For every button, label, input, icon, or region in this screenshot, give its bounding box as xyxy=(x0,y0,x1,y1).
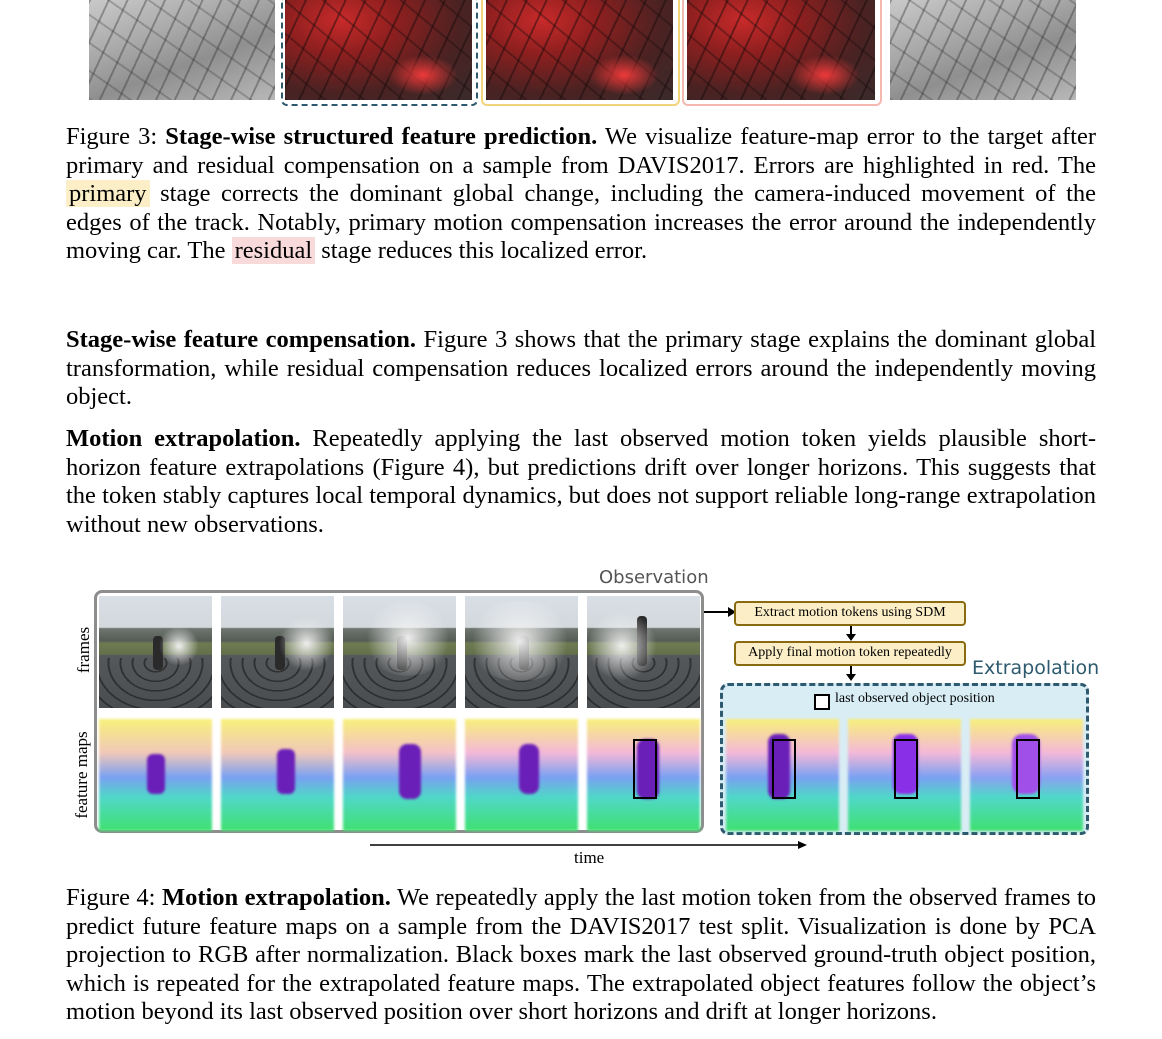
residual-highlight: residual xyxy=(232,237,316,264)
frames-row-label: frames xyxy=(74,626,93,674)
feature-map-2 xyxy=(221,719,334,831)
figure-4-title: Motion extrapolation. xyxy=(161,884,391,911)
object-box-observed xyxy=(633,739,657,799)
legend-box-icon xyxy=(814,694,830,710)
feature-maps-row-label: feature maps xyxy=(72,731,91,819)
object-box-extrapolated-2 xyxy=(894,739,918,799)
frame-image-1 xyxy=(99,596,212,708)
input-frame-border xyxy=(281,0,478,106)
frame-image-2 xyxy=(221,596,334,708)
primary-stage-border xyxy=(481,0,680,106)
feature-map-1 xyxy=(99,719,212,831)
figure-3-text-2: stage corrects the dominant global change, including the camera-induced movement of the edges of the track. Notably, primary motion compensation increases the error around the independently moving car. The xyxy=(66,180,1096,265)
primary-highlight: primary xyxy=(66,180,150,207)
figure-4-text: We repeatedly apply the last motion token from the observed frames to predict future feature maps on a sample from the DAVIS2017 test split. Visualization is done by PCA projection to RGB after normalization. Black boxes mark the last observed ground-truth object position, which is repeated for the extrapolated feature maps. The extrapolated object features follow the object’s motion beyond its last observed position over short horizons and drift at longer horizons. xyxy=(66,884,1096,1026)
figure-4-label: Figure 4: xyxy=(66,884,156,911)
object-box-extrapolated-3 xyxy=(1016,739,1040,799)
legend-label: last observed object position xyxy=(835,691,995,706)
figure-4-caption xyxy=(66,884,1096,1027)
observation-label: Observation xyxy=(599,567,709,588)
paragraph-2-title: Motion extrapolation. xyxy=(66,425,301,452)
figure-3-text-3: stage reduces this localized error. xyxy=(315,237,648,265)
paragraph-1-title: Stage-wise feature compensation. xyxy=(66,326,417,353)
target-frame-image xyxy=(89,0,275,100)
object-box-extrapolated-1 xyxy=(772,739,796,799)
figure-3-label: Figure 3: xyxy=(66,123,158,150)
step-extract-motion-tokens: Extract motion tokens using SDM xyxy=(734,601,966,626)
arrow-step-1-to-2 xyxy=(844,626,858,642)
arrow-step-2-to-extrapolation xyxy=(844,666,858,682)
frame-image-3 xyxy=(343,596,456,708)
figure-3-text-1: We visualize feature-map error to the target after primary and residual compensation on a sample from DAVIS2017. Errors are highlighted in red. The xyxy=(66,123,1096,179)
paragraph-2-text: Repeatedly applying the last observed motion token yields plausible short-horizon feature extrapolations (Figure 4), but predictions drift over longer horizons. This suggests that the token stably captures local temporal dynamics, but does not support reliable long-range extrapolation without new observations. xyxy=(66,425,1096,538)
frame-image-4 xyxy=(465,596,578,708)
paragraph-motion-extrapolation xyxy=(66,425,1096,539)
figure-3-caption xyxy=(66,123,1096,266)
residual-stage-border xyxy=(682,0,882,106)
paragraph-stage-wise-compensation xyxy=(66,326,1096,412)
extrapolation-label: Extrapolation xyxy=(972,657,1100,679)
feature-map-4 xyxy=(465,719,578,831)
feature-map-3 xyxy=(343,719,456,831)
frame-image-5 xyxy=(587,596,700,708)
step-apply-final-token: Apply final motion token repeatedly xyxy=(734,641,966,666)
paragraph-1-text: Figure 3 shows that the primary stage explains the dominant global transformation, while residual compensation reduces localized errors around the independently moving object. xyxy=(66,326,1097,411)
figure-3-title: Stage-wise structured feature prediction. xyxy=(165,123,598,150)
next-frame-image xyxy=(890,0,1076,100)
time-label: time xyxy=(574,848,605,867)
